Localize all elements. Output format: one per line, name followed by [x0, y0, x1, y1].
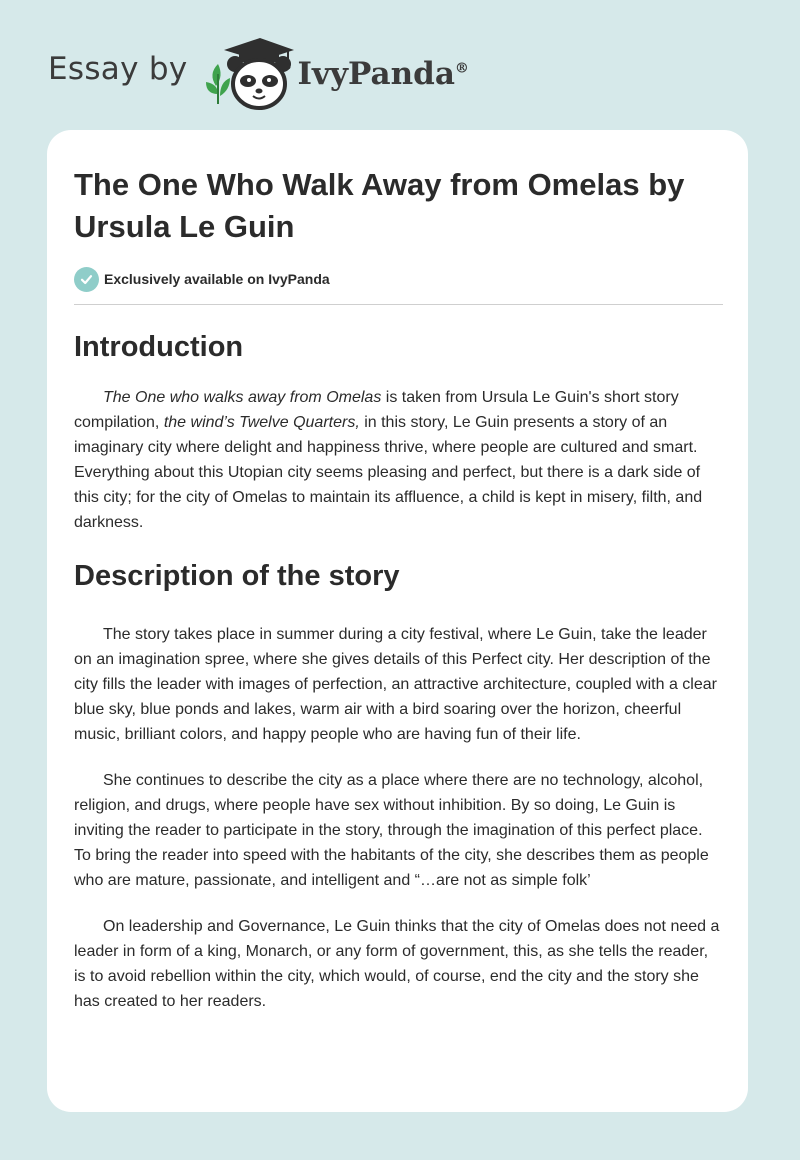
divider: [74, 304, 723, 305]
collection-title: the wind’s Twelve Quarters,: [163, 414, 360, 431]
panda-graduate-logo-icon[interactable]: [202, 34, 294, 110]
section-heading-description: Description of the story: [74, 560, 400, 592]
exclusive-label: Exclusively available on IvyPanda: [104, 271, 330, 287]
check-icon: [74, 267, 99, 292]
exclusive-badge: [74, 266, 722, 292]
essay-content: [74, 164, 722, 1014]
section-heading-introduction: Introduction: [74, 331, 244, 363]
body-paragraph: The story takes place in summer during a city festival, where Le Guin, take the leader on an imagination spree, where she gives details of this Perfect city. Her description of the city fills the leader with images of perfection, an attractive architecture, coupled with a clear blue sky, blue ponds and lakes, warm air with a bird soaring over the horizon, cheerful music, brilliant colors, and happy people who are having fun of their life.: [74, 626, 717, 743]
page-title: The One Who Walk Away from Omelas by Ursula Le Guin: [74, 167, 685, 244]
brand-header: [48, 34, 469, 110]
intro-paragraph: The One who walks away from Omelas is taken from Ursula Le Guin's short story compilation, the wind’s Twelve Quarters, in this story, Le Guin presents a story of an imaginary city where delight and happiness thrive, where people are cultured and smart. Everything about this Utopian city seems pleasing and perfect, but there is a dark side of this city; for the city of Omelas to maintain its affluence, a child is kept in misery, filth, and darkness.: [74, 389, 703, 531]
brand-prefix: Essay by: [48, 51, 188, 87]
work-title: The One who walks away from Omelas: [103, 389, 382, 406]
essay-card: [47, 130, 748, 1112]
body-paragraph: On leadership and Governance, Le Guin thinks that the city of Omelas does not need a leader in form of a king, Monarch, or any form of government, this, as she tells the reader, is to avoid rebellion within the city, which would, of course, end the city and the story she has created to her readers.: [74, 918, 720, 1010]
brand-name: IvyPanda®: [297, 56, 469, 92]
body-paragraph: She continues to describe the city as a place where there are no technology, alcohol, religion, and drugs, where people have sex without inhibition. By so doing, Le Guin is inviting the reader to participate in the story, through the imagination of this perfect place. To bring the reader into speed with the habitants of the city, she describes them as people who are mature, passionate, and intelligent and “…are not as simple folk’: [74, 772, 709, 889]
